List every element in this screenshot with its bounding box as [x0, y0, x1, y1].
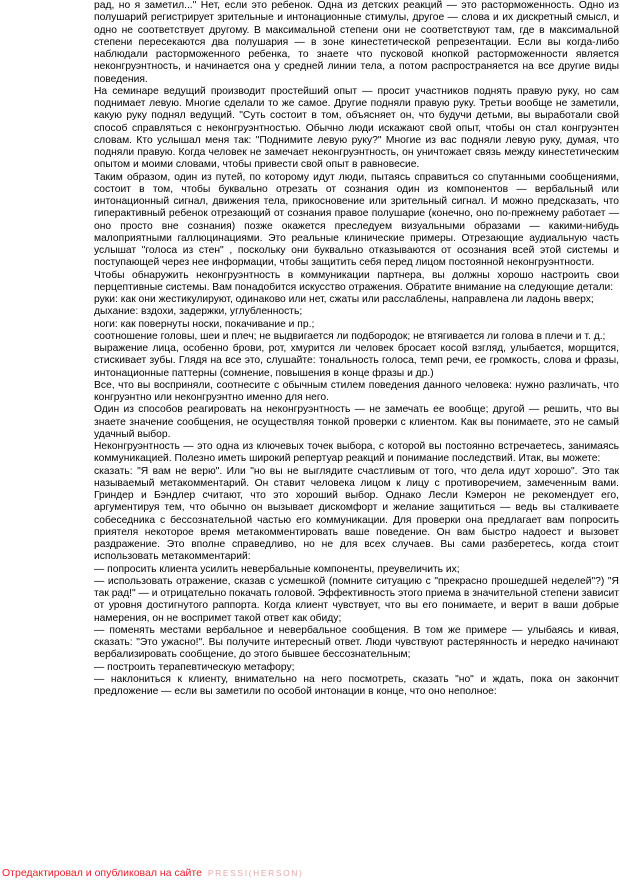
list-item: — попросить клиента усилить невербальные компоненты, преувеличить их;: [94, 563, 460, 575]
list-item: выражение лица, особенно брови, рот, хмурится ли человек бросает косой взгляд, улыбается, морщится, стискивает зубы. Глядя на все это, слушайте: тональность голоса, темп речи, ее громкость, слова и фразы, интонационные паттерны (сомнение, повышения в конце фразы и др.): [94, 343, 619, 379]
paragraph: Все, что вы восприняли, соотнесите с обычным стилем поведения данного человека: нужно различать, что конгруэнтно или неконгруэнтно именно для него.: [94, 379, 619, 403]
paragraph: Один из способов реагировать на неконгруэнтность — не замечать ее вообще; другой — решить, что вы знаете значение сообщения, не осуществляя тонкой проверки с клиентом. Как вы понимаете, это не самый удачный выбор.: [94, 404, 619, 440]
document-body: [94, 0, 619, 698]
paragraph: сказать: "Я вам не верю". Или "но вы не выглядите счастливым от того, что дела идут хорошо". Это так называемый метакомментарий. Он ставит человека лицом к лицу с противоречием, замеченным вами. Гриндер и Бэндлер считают, что это хороший выбор. Однако Лесли Кэмерон не рекомендует его, аргументируя тем, что обычно он вызывает дискомфорт и желание защититься — ведь вы сталкиваете собеседника с бессознательной частью его коммуникации. Для проверки она предлагает вам попросить приятеля некоторое время метакомментировать ваше поведение. Он вам быстро надоест и вызовет раздражение. Это вполне справедливо, но не для всех случаев. Вы сами разберетесь, когда стоит использовать метакомментарий:: [94, 465, 619, 563]
paragraph: Таким образом, один из путей, по которому идут люди, пытаясь справиться со спутанными сообщениями, состоит в том, чтобы буквально отрезать от сознания один из компонентов — вербальный или интонационный сигнал, движения тела, прикосновение или зрительный сигнал. И можно предсказать, что гиперактивный ребенок отрезающий от сознания правое полушарие (конечно, оно по-прежнему работает — оно просто вне сознания) позже окажется преследуем визуальными образами — какими-нибудь малоприятными галлюцинациями. Это реальные клинические примеры. Отрезающие аудиальную часть услышат "голоса из стен" , поскольку они буквально отказываются от осознания всей этой системы и поступающей через нее информации, чтобы защитить себя перед лицом постоянной неконгруэнтности.: [94, 171, 619, 269]
paragraph: рад, но я заметил..." Нет, если это ребенок. Одна из детских реакций — это расторможенность. Одно из полушарий регистрирует зрительные и интонационные стимулы, другое — слова и их дискретный смысл, и одно не соответствует другому. В максимальной степени они не соответствуют там, где в максимальной степени пересекаются два полушария — в зоне кинестетической репрезентации. Если вы когда-либо наблюдали расторможенного ребенка, то знаете что пусковой кнопкой расторможенности является неконгруэнтность, и начинается она у средней линии тела, а потом распространяется на все другие виды поведения.: [94, 0, 619, 85]
list-item: соотношение головы, шеи и плеч; не выдвигается ли подбородок; не втягивается ли голова в плечи и т. д.;: [94, 330, 606, 342]
footer: [2, 866, 303, 880]
paragraph: Неконгруэнтность — это одна из ключевых точек выбора, с которой вы постоянно встречаетесь, занимаясь коммуникацией. Полезно иметь широкий репертуар реакций и понимание последствий. Итак, вы можете:: [94, 441, 619, 465]
list-item: дыхание: вздохи, задержки, углубленность;: [94, 306, 303, 318]
list-item: — наклониться к клиенту, внимательно на него посмотреть, сказать "но" и ждать, пока он закончит предложение — если вы заметили по особой интонации в конце, что оно неполное:: [94, 673, 619, 697]
paragraph: Чтобы обнаружить неконгруэнтность в коммуникации партнера, вы должны хорошо настроить свои перцептивные системы. Вам понадобится искусство отражения. Обратите внимание на следующие детали:: [94, 269, 619, 293]
list-item: руки: как они жестикулируют, одинаково или нет, сжаты или расслаблены, направлена ли ладонь вверх;: [94, 294, 594, 305]
site-brand-link[interactable]: PRESSI(HERSON): [207, 868, 304, 878]
list-item: — поменять местами вербальное и невербальное сообщения. В том же примере — улыбаясь и кивая, сказать: "Это ужасно!". Вы получите интересный ответ. Люди чувствуют растерянность и нередко начинают вербализировать сообщение, до этого бывшее бессознательным;: [94, 624, 619, 661]
list-item: — использовать отражение, сказав с усмешкой (помните ситуацию с "прекрасно прошедшей неделей"?) "Я так рад!" — и отрицательно покачать головой. Эффективность этого приема в значительной степени зависит от уровня достигнутого раппорта. Когда клиент чувствует, что вы его понимаете, и верит в ваши добрые намерения, он не воспримет такой ответ как обиду;: [94, 575, 619, 624]
footer-text: Отредактировал и опубликовал на сайте: [2, 867, 202, 879]
list-item: ноги: как повернуты носки, покачивание и пр.;: [94, 318, 315, 330]
list-item: — построить терапевтическую метафору;: [94, 661, 295, 673]
paragraph: На семинаре ведущий производит простейший опыт — просит участников поднять правую руку, но сам поднимает левую. Многие сделали то же самое. Другие подняли правую руку. Третьи вообще не заметили, какую руку поднял ведущий. "Суть состоит в том, объясняет он, что будучи детьми, вы выработали свой способ справляться с неконгруэнтностью. Обычно люди искажают свой опыт, чтобы он стал конгруэнтен словам. Кто услышал меня так: "Поднимите левую руку?" Многие из вас подняли левую руку, думая, что подняли правую. Когда человек не замечает неконгруэнтность, он уничтожает связь между кинестетическим опытом и моими словами, чтобы привести свой опыт в равновесие.: [94, 85, 619, 171]
